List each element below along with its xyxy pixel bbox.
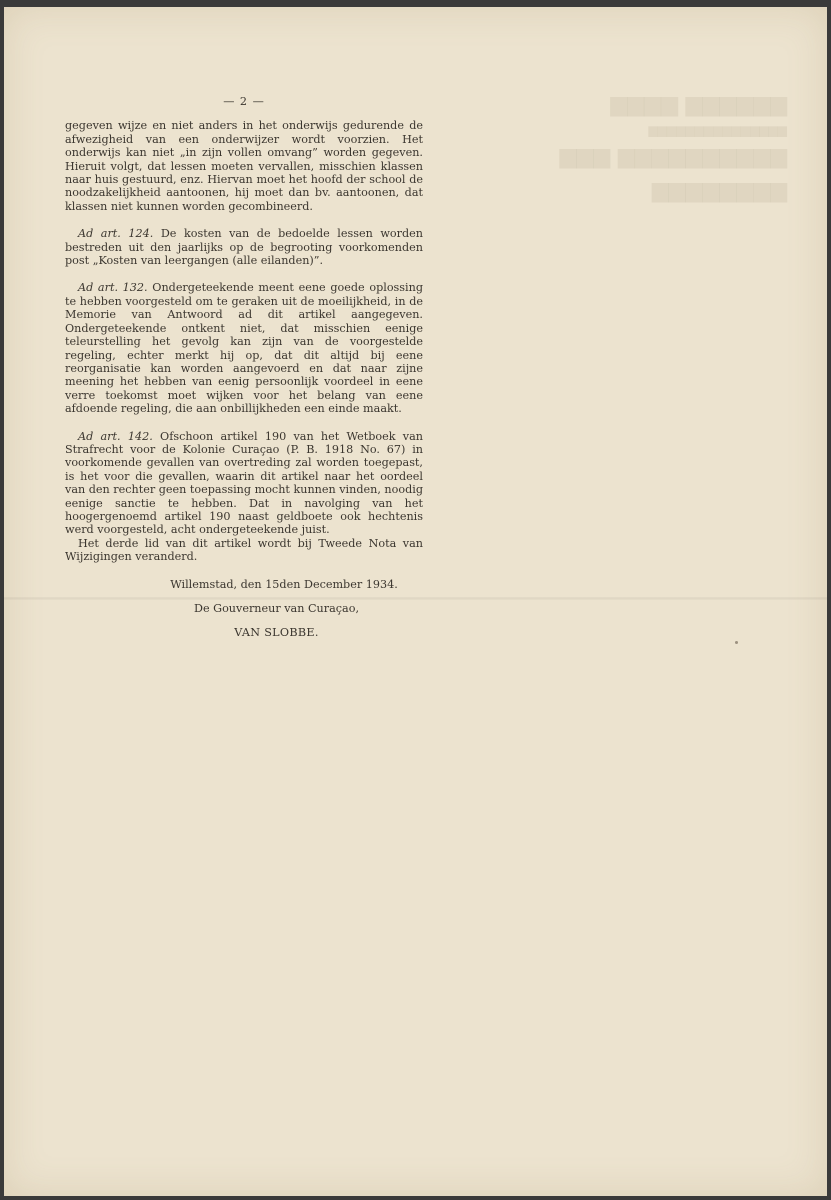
- article-reference: Ad art. 132.: [78, 281, 148, 295]
- document-body: [65, 95, 423, 640]
- paper-speck: [735, 641, 738, 644]
- paragraph-art-142: [65, 430, 423, 537]
- paragraph-art-124: [65, 227, 423, 267]
- document-page: [4, 7, 827, 1196]
- article-reference: Ad art. 124.: [78, 227, 154, 241]
- paragraph-text: Ofschoon artikel 190 van het Wetboek van Strafrecht voor de Kolonie Curaçao (P. B. 1918 No. 67) in voorkomende gevallen van overtreding zal worden toegepast, is het voor die gevallen, waarin dit artikel naar het oordeel van den rechter geen toepassing mocht kunnen vinden, noodig eenige sanctie te hebben. Dat in navolging van het hoogergenoemd artikel 190 naast geldboete ook hechtenis werd voorgesteld, acht ondergeteekende juist.: [65, 429, 424, 537]
- signatory-name: VAN SLOBBE.: [234, 626, 319, 640]
- signatory-title: De Gouverneur van Curaçao,: [193, 602, 359, 615]
- show-through-text: ▆▆▆▆▆▆ ▆▆▆▆ ▆▆▆▆▆▆▆▆▆▆▆▆▆▆▆ ▆▆▆▆▆▆▆▆▆▆ ▆▆▆ ▆▆▆▆▆▆▆▆: [559, 91, 787, 203]
- paragraph-text: De kosten van de bedoelde lessen worden bestreden uit den jaarlijks op de begrooting voorkomenden post „Kosten van leergangen (alle eilanden)”.: [65, 227, 423, 268]
- paragraph-third-member: Het derde lid van dit artikel wordt bij Tweede Nota van Wijzigingen veranderd.: [65, 536, 423, 564]
- paragraph-continuation: gegeven wijze en niet anders in het onderwijs gedurende de afwezigheid van een onderwijzer wordt voorzien. Het onderwijs kan niet „in zijn vollen omvang” worden gegeven. Hieruit volgt, dat lessen moeten vervallen, misschien klassen naar huis gestuurd, enz. Hiervan moet het hoofd der school de noodzakelijkheid aantoonen, hij moet dan bv. aantoonen, dat klassen niet kunnen worden gecombineerd.: [65, 119, 423, 213]
- paragraph-art-132: [65, 281, 423, 415]
- page-number: — 2 —: [223, 95, 265, 108]
- paragraph-text: Ondergeteekende meent eene goede oplossing te hebben voorgesteld om te geraken uit de moeilijkheid, in de Memorie van Antwoord ad dit artikel aangegeven. Ondergeteekende ontkent niet, dat misschien eenige teleurstelling het gevolg kan zijn van de voorgestelde regeling, echter merkt hij op, dat dit altijd bij eene reorganisatie kan worden aangevoerd en dat naar zijne meening het hebben van eenig persoonlijk voordeel in eene verre toekomst moet wijken voor het belang van eene afdoende regeling, die aan onbillijkheden een einde maakt.: [65, 281, 423, 416]
- place-date: Willemstad, den 15den December 1934.: [170, 577, 398, 591]
- article-reference: Ad art. 142.: [78, 429, 153, 443]
